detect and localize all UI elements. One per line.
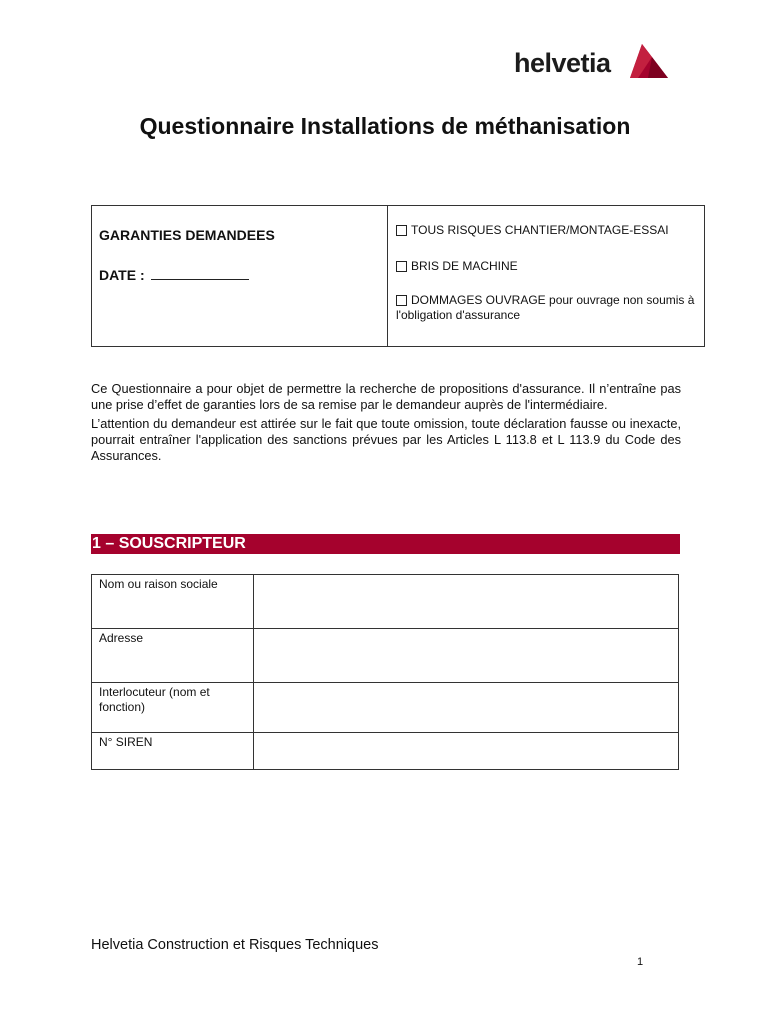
helvetia-triangle-icon [630, 44, 668, 80]
option-tous-risques-label: TOUS RISQUES CHANTIER/MONTAGE-ESSAI [411, 223, 669, 237]
checkbox-tous-risques[interactable] [396, 225, 407, 236]
logo-wordmark: helvetia [514, 48, 611, 78]
input-nom[interactable] [254, 575, 678, 628]
helvetia-logo [514, 44, 670, 84]
input-adresse[interactable] [254, 629, 678, 682]
intro-paragraph-2: L’attention du demandeur est attirée sur le fait que toute omission, toute déclaration fausse ou inexacte, pourrait entraîner l'application des sanctions prévues par les Articles L 113.8 et L 113.9 du Code des Assurances. [91, 416, 681, 463]
option-bris-machine[interactable] [396, 259, 696, 274]
row-label-interlocuteur: Interlocuteur (nom et fonction) [92, 683, 254, 732]
garanties-label: GARANTIES DEMANDEES [99, 227, 275, 243]
table-row [92, 629, 678, 683]
intro-text [91, 381, 681, 467]
garanties-divider [387, 206, 388, 346]
row-label-siren: N° SIREN [92, 733, 254, 769]
date-label: DATE : [99, 267, 145, 283]
input-interlocuteur[interactable] [254, 683, 678, 732]
table-row [92, 733, 678, 769]
checkbox-dommages-ouvrage[interactable] [396, 295, 407, 306]
row-label-nom: Nom ou raison sociale [92, 575, 254, 628]
garanties-box [91, 205, 705, 347]
option-bris-machine-label: BRIS DE MACHINE [411, 259, 518, 273]
table-row [92, 575, 678, 629]
section-souscripteur-header: 1 – SOUSCRIPTEUR [91, 534, 680, 554]
option-tous-risques[interactable] [396, 223, 696, 238]
souscripteur-table [91, 574, 679, 770]
option-dommages-ouvrage-label: DOMMAGES OUVRAGE pour ouvrage non soumis à l'obligation d'assurance [396, 293, 695, 322]
option-dommages-ouvrage[interactable] [396, 293, 696, 323]
page-title: Questionnaire Installations de méthanisation [139, 113, 631, 139]
footer-text: Helvetia Construction et Risques Techniques [91, 937, 379, 953]
page-number: 1 [637, 956, 644, 968]
row-label-adresse: Adresse [92, 629, 254, 682]
input-siren[interactable] [254, 733, 678, 769]
intro-paragraph-1: Ce Questionnaire a pour objet de permettre la recherche de propositions d'assurance. Il n’entraîne pas une prise d’effet de garanties lors de sa remise par le demandeur auprès de l'intermédiaire. [91, 381, 681, 412]
table-row [92, 683, 678, 733]
checkbox-bris-machine[interactable] [396, 261, 407, 272]
date-blank-line[interactable] [151, 267, 249, 280]
date-field[interactable] [99, 267, 249, 283]
